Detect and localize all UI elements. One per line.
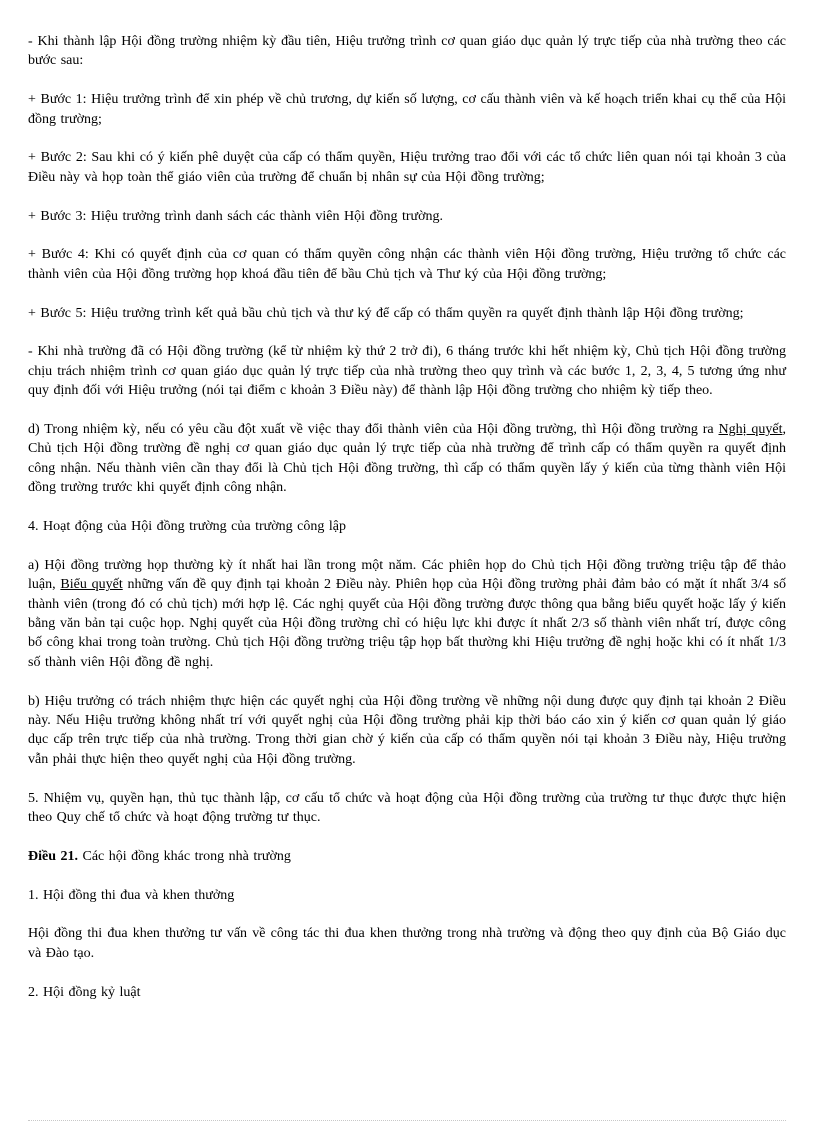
paragraph-a-text-start: a) Hội đồng trường họp thường kỳ ít nhất hai lần trong một năm. Các phiên họp do Chủ tịch Hội đồng trường triệu tập để thảo luận, xyxy=(28,557,786,593)
paragraph-step-5: + Bước 5: Hiệu trưởng trình kết quả bầu chủ tịch và thư ký để cấp có thẩm quyền ra quyết định thành lập Hội đồng trường; xyxy=(28,305,744,321)
paragraph-step-4: + Bước 4: Khi có quyết định của cơ quan có thẩm quyền công nhận các thành viên Hội đồng trường, Hiệu trưởng tổ chức các thành viên của Hội đồng trường họp khoá đầu tiên để bầu Chủ tịch và Thư ký của Hội đồng trường; xyxy=(28,247,786,282)
section-5-private-school: 5. Nhiệm vụ, quyền hạn, thủ tục thành lập, cơ cấu tổ chức và hoạt động của Hội đồng trường của trường tư thục được thực hiện theo Quy chế tổ chức và hoạt động trường tư thục. xyxy=(28,790,786,826)
paragraph-b-principal-duty: b) Hiệu trưởng có trách nhiệm thực hiện các quyết nghị của Hội đồng trường về những nội dung được quy định tại khoản 2 Điều này. Nếu Hiệu trưởng không nhất trí với quyết nghị của Hội đồng trường phải kịp thời báo cáo xin ý kiến cơ quan quản lý giáo dục cấp trên trực tiếp của nhà trường. Trong thời gian chờ ý kiến của cấp có thẩm quyền nói tại khoản 3 Điều này, Hiệu trưởng vẫn phải thực hiện theo quyết nghị của Hội đồng trường. xyxy=(28,693,786,767)
bieu-quyet-link[interactable]: Biểu quyết xyxy=(60,577,123,593)
section-4-heading: 4. Hoạt động của Hội đồng trường của trường công lập xyxy=(28,519,346,535)
paragraph-step-1: + Bước 1: Hiệu trưởng trình để xin phép về chủ trương, dự kiến số lượng, cơ cấu thành viên và kế hoạch triển khai cụ thể của Hội đồng trường; xyxy=(28,92,786,127)
document-body xyxy=(28,32,786,1021)
council-2-heading: 2. Hội đồng kỷ luật xyxy=(28,984,141,1000)
council-1-description: Hội đồng thi đua khen thưởng tư vấn về công tác thi đua khen thưởng trong nhà trường và động theo quy định của Bộ Giáo dục và Đào tạo. xyxy=(28,926,786,961)
paragraph-intro-first-term: - Khi thành lập Hội đồng trường nhiệm kỳ đầu tiên, Hiệu trưởng trình cơ quan giáo dục quản lý trực tiếp của nhà trường theo các bước sau: xyxy=(28,34,786,69)
paragraph-d-member-change xyxy=(28,420,786,498)
article-21-heading xyxy=(28,847,786,866)
paragraph-next-term: - Khi nhà trường đã có Hội đồng trường (kể từ nhiệm kỳ thứ 2 trở đi), 6 tháng trước khi hết nhiệm kỳ, Chủ tịch Hội đồng trường chịu trách nhiệm trình cơ quan giáo dục quản lý trực tiếp của nhà trường theo quy trình và các bước 1, 2, 3, 4, 5 tương ứng như quy định đối với Hiệu trưởng (nói tại điểm c khoản 3 Điều này) để thành lập Hội đồng trường cho nhiệm kỳ tiếp theo. xyxy=(28,344,786,399)
paragraph-d-text-end: , Chủ tịch Hội đồng trường đề nghị cơ quan giáo dục quản lý trực tiếp của nhà trường để trình cấp có thẩm quyền ra quyết định công nhận. Nếu thành viên cần thay đổi là Chủ tịch Hội đồng trường, thì cấp có thẩm quyền lấy ý kiến của từng thành viên Hội đồng trường trước khi quyết định công nhận. xyxy=(28,422,786,496)
paragraph-a-meetings xyxy=(28,556,786,672)
council-1-heading: 1. Hội đồng thi đua và khen thưởng xyxy=(28,887,235,903)
paragraph-a-text-end: những vấn đề quy định tại khoản 2 Điều này. Phiên họp của Hội đồng trường phải đảm bảo có mặt ít nhất 3/4 số thành viên (trong đó có chủ tịch) mới hợp lệ. Các nghị quyết của Hội đồng trường được thông qua bằng biểu quyết hoặc lấy ý kiến bằng văn bản tại cuộc họp. Nghị quyết của Hội đồng trường chỉ có hiệu lực khi được ít nhất 2/3 số thành viên nhất trí, được công bố công khai trong toàn trường. Chủ tịch Hội đồng trường triệu tập họp bất thường khi Hiệu trưởng đề nghị hoặc khi có ít nhất 1/3 số thành viên Hội đồng đề nghị. xyxy=(28,577,787,670)
page-bottom-divider xyxy=(28,1120,786,1121)
article-21-title: Các hội đồng khác trong nhà trường xyxy=(78,848,291,864)
paragraph-step-2: + Bước 2: Sau khi có ý kiến phê duyệt của cấp có thẩm quyền, Hiệu trưởng trao đổi với các tổ chức liên quan nói tại khoản 3 của Điều này và họp toàn thể giáo viên của trường để chuẩn bị nhân sự của Hội đồng trường; xyxy=(28,150,786,185)
nghi-quyet-link[interactable]: Nghị quyết xyxy=(718,422,783,438)
paragraph-step-3: + Bước 3: Hiệu trưởng trình danh sách các thành viên Hội đồng trường. xyxy=(28,208,444,224)
paragraph-d-text-start: d) Trong nhiệm kỳ, nếu có yêu cầu đột xuất về việc thay đổi thành viên của Hội đồng trường, thì Hội đồng trường ra xyxy=(28,422,719,438)
article-21-number: Điều 21. xyxy=(28,848,78,864)
